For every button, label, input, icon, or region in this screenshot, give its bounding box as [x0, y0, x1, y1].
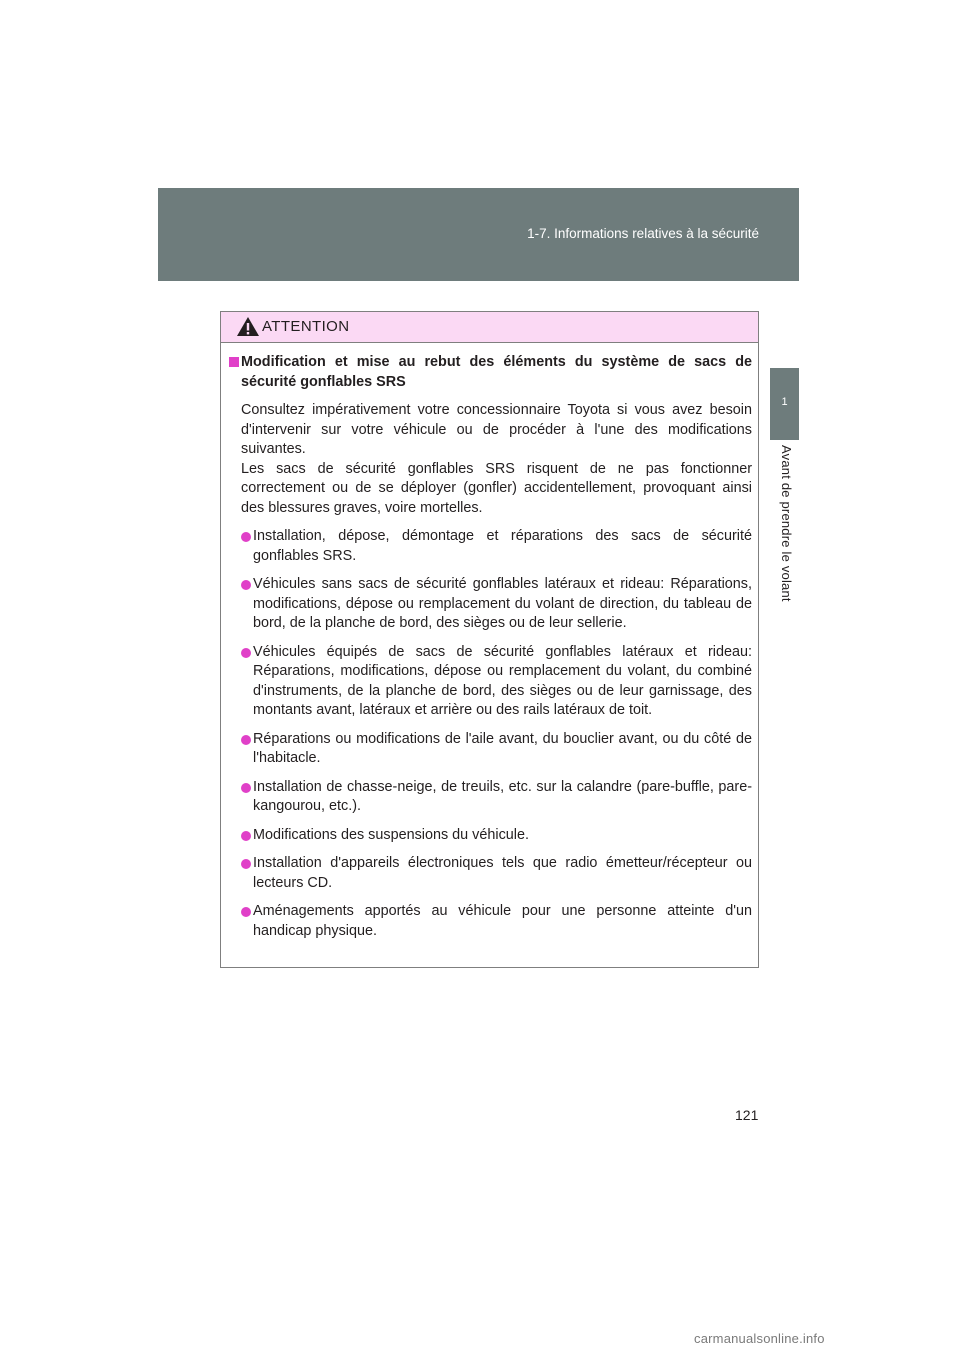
list-item: [229, 643, 752, 721]
list-item-text: Réparations ou modifications de l'aile avant, du bouclier avant, ou du côté de l'habitacle.: [253, 730, 752, 766]
warning-body: [221, 343, 758, 941]
chapter-tab: [770, 368, 799, 440]
page-number: 121: [735, 1107, 759, 1123]
round-bullet-icon: [241, 907, 251, 917]
modification-list: [229, 527, 752, 941]
round-bullet-icon: [241, 859, 251, 869]
round-bullet-icon: [241, 783, 251, 793]
section-header-band: [158, 188, 799, 281]
list-item: [229, 826, 752, 846]
list-item: [229, 730, 752, 769]
list-item: [229, 575, 752, 634]
list-item-text: Installation de chasse-neige, de treuils, etc. sur la calandre (pare-buffle, pare-kangourou, etc.).: [253, 778, 752, 814]
section-heading: [229, 353, 752, 392]
list-item: [229, 527, 752, 566]
list-item-text: Modifications des suspensions du véhicule.: [253, 826, 529, 843]
warning-header: [221, 312, 758, 343]
list-item: [229, 902, 752, 941]
round-bullet-icon: [241, 532, 251, 542]
list-item-text: Véhicules sans sacs de sécurité gonflables latéraux et rideau: Réparations, modifications, dépose ou remplacement du volant de direction, du tableau de bord, de la planche de bord, des sièges ou de leur sellerie.: [253, 576, 752, 631]
warning-box: [220, 311, 759, 968]
round-bullet-icon: [241, 831, 251, 841]
section-title: 1-7. Informations relatives à la sécurité: [527, 226, 759, 241]
list-item-text: Aménagements apportés au véhicule pour une personne atteinte d'un handicap physique.: [253, 903, 752, 939]
round-bullet-icon: [241, 580, 251, 590]
list-item: [229, 778, 752, 817]
intro-line-1: Consultez impérativement votre concessionnaire Toyota si vous avez besoin d'intervenir sur votre véhicule ou de procéder à l'une des modifications suivantes.: [241, 402, 752, 457]
warning-title: ATTENTION: [262, 318, 350, 335]
chapter-title: Avant de prendre le volant: [779, 445, 794, 602]
round-bullet-icon: [241, 735, 251, 745]
intro-paragraph: [229, 401, 752, 518]
section-heading-text: Modification et mise au rebut des éléments du système de sacs de sécurité gonflables SRS: [241, 354, 752, 390]
watermark-link[interactable]: carmanualsonline.info: [694, 1331, 825, 1346]
list-item-text: Installation, dépose, démontage et réparations des sacs de sécurité gonflables SRS.: [253, 528, 752, 564]
chapter-number: 1: [781, 396, 788, 408]
intro-line-2: Les sacs de sécurité gonflables SRS risquent de ne pas fonctionner correctement ou de se déployer (gonfler) accidentellement, provoquant ainsi des blessures graves, voire mortelles.: [241, 460, 752, 516]
square-bullet-icon: [229, 357, 239, 367]
warning-triangle-icon: [236, 316, 260, 337]
round-bullet-icon: [241, 648, 251, 658]
list-item: [229, 854, 752, 893]
list-item-text: Véhicules équipés de sacs de sécurité gonflables latéraux et rideau: Réparations, modifications, dépose ou remplacement du volant, du combiné d'instruments, de la planche de bord, des sièges ou de leur garnissage, des montants avant, latéraux et arrière ou des rails latéraux de toit.: [253, 643, 752, 718]
list-item-text: Installation d'appareils électroniques tels que radio émetteur/récepteur ou lecteurs CD.: [253, 855, 752, 891]
